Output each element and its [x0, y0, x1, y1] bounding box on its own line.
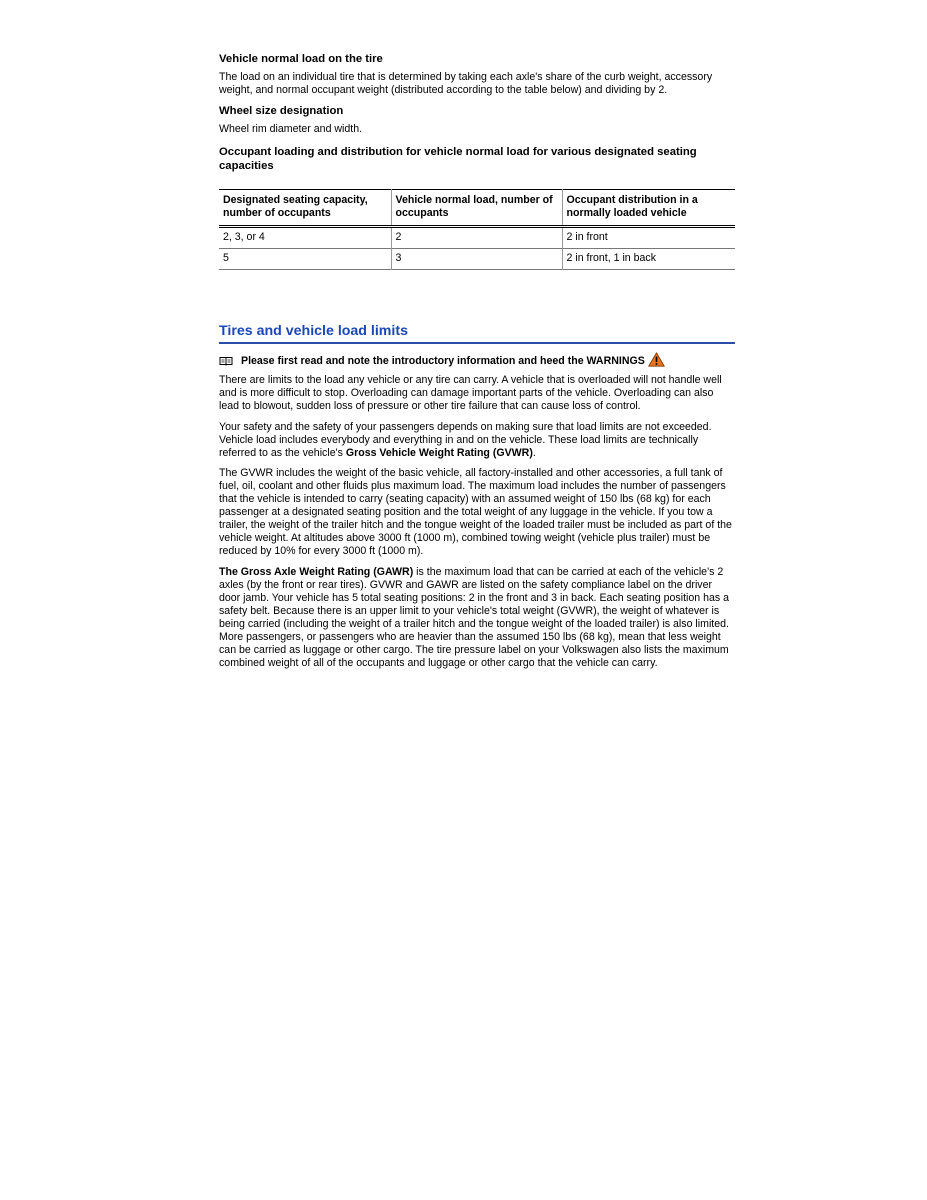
occupant-table	[219, 189, 735, 270]
warning-triangle-icon	[648, 352, 665, 367]
table-row	[219, 249, 735, 270]
book-icon	[219, 356, 233, 366]
table-cell: 2 in front, 1 in back	[562, 249, 735, 270]
document-page	[219, 50, 735, 677]
table-title: Occupant loading and distribution for vehicle normal load for various designated seating capacities	[219, 146, 697, 173]
table-cell: 2	[391, 227, 562, 249]
gawr-text: is the maximum load that can be carried at each of the vehicle's 2 axles (by the front or rear tires). GVWR and GAWR are listed on the safety compliance label on the driver door jamb. Your vehicle has 5 total seating positions: 2 in the front and 3 in back. Each seating position has a safety belt. Because there is an upper limit to your vehicle's total weight (GVWR), the weight of whatever is being carried (including the weight of a trailer hitch and the tongue weight of the loaded trailer) is also limited. More passengers, or passengers who are heavier than the assumed 150 lbs (68 kg), mean that less weight can be carried as luggage or other cargo. The tire pressure label on your Volkswagen also lists the maximum combined weight of all of the occupants and luggage or other cargo that the vehicle can carry.	[219, 565, 730, 670]
table-header	[219, 190, 735, 227]
section-title: Tires and vehicle load limits	[219, 322, 735, 344]
paragraph-gvwr-details: The GVWR includes the weight of the basic vehicle, all factory-installed and other accessories, a full tank of fuel, oil, coolant and other fluids plus maximum load. The maximum load includes the number of passengers that the vehicle is intended to carry (seating capacity) with an assumed weight of 150 lbs (68 kg) for each passenger at a designated seating position and the total weight of any luggage in the vehicle. If you tow a trailer, the weight of the trailer hitch and the tongue weight of the loaded trailer must be included as part of the vehicle weight. At altitudes above 3000 ft (1000 m), combined towing weight (vehicle plus trailer) must be reduced by 10% for every 3000 ft (1000 m).	[219, 466, 732, 558]
gvwr-intro-end: .	[532, 446, 536, 459]
gvwr-intro-text: Your safety and the safety of your passengers depends on making sure that load limits are not exceeded. Vehicle load includes everybody and everything in and on the vehicle. These load limits are technically referred to as the vehicle's	[219, 420, 712, 459]
gawr-term: The Gross Axle Weight Rating (GAWR)	[219, 565, 414, 578]
table-header-cell: Designated seating capacity, number of occupants	[223, 194, 368, 220]
table-header-cell: Occupant distribution in a normally loaded vehicle	[562, 190, 735, 227]
table-cell: 2, 3, or 4	[223, 231, 265, 244]
paragraph-load-limits: There are limits to the load any vehicle or any tire can carry. A vehicle that is overloaded will not handle well and is more difficult to stop. Overloading can damage important parts of the vehicle. Overloading can also lead to blowout, sudden loss of pressure or other tire failure that can cause loss of control.	[219, 374, 722, 413]
heading-wheel-size: Wheel size designation	[219, 105, 344, 118]
notice-line	[219, 354, 735, 368]
paragraph-gvwr-intro	[219, 421, 735, 460]
paragraph-normal-load: The load on an individual tire that is determined by taking each axle's share of the curb weight, accessory weight, and normal occupant weight (distributed according to the table below) and dividing by 2.	[219, 71, 713, 97]
table-cell: 3	[391, 249, 562, 270]
paragraph-wheel-size: Wheel rim diameter and width.	[219, 123, 363, 136]
table-row	[219, 227, 735, 249]
table-cell: 2 in front	[562, 227, 735, 249]
heading-normal-load: Vehicle normal load on the tire	[219, 53, 383, 65]
table-cell: 5	[223, 252, 229, 265]
notice-text: Please first read and note the introductory information and heed the WARNINGS	[241, 355, 645, 368]
paragraph-gawr	[219, 566, 735, 671]
table-header-cell: Vehicle normal load, number of occupants	[391, 190, 562, 227]
gvwr-term: Gross Vehicle Weight Rating (GVWR)	[345, 446, 533, 459]
